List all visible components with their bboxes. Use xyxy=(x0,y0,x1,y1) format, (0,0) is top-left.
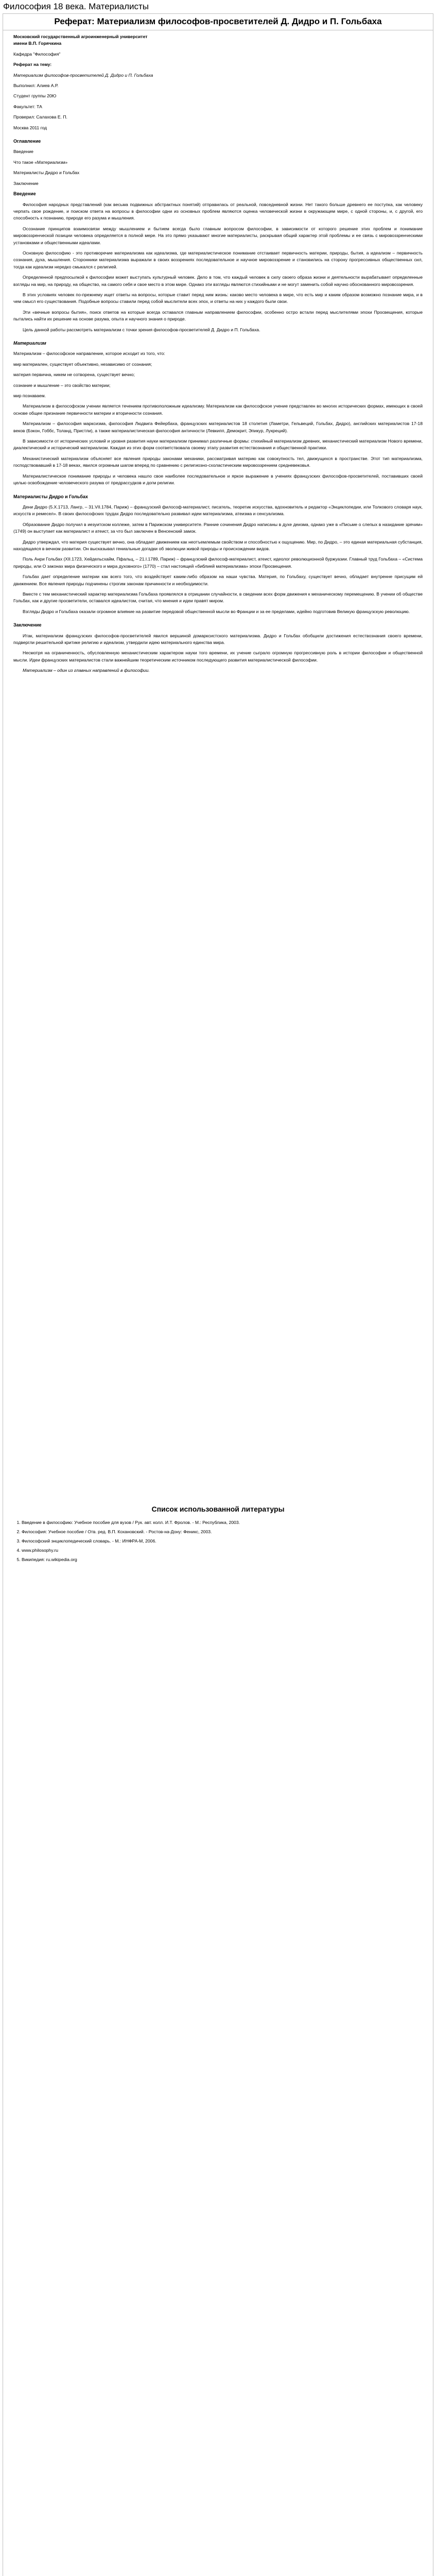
materialism-definition: Материализм – философское направление, которое исходит из того, что: xyxy=(13,351,165,357)
source-item: 1. Введение в философию: Учебное пособие для вузов / Рук. авт. колл. И.Т. Фролов. - М.: Республика, 2003. xyxy=(22,1518,423,1527)
materialism-point: материя первична, никем не сотворена, существует вечно; xyxy=(13,372,135,378)
paragraph: В этих условиях человек по-прежнему ищет ответы на вопросы, которые ставит перед ним жизнь: каково место человека в мире, что есть мир и каким образом возможно познание мира, и в чем смысл его существования. Подобные вопросы ставили перед собой мыслители всех эпох, и ответы на них у каждого были свои. xyxy=(13,292,423,304)
paragraph: Материализм в философском учении является течением противоположным идеализму. Материализм как философское учение представлен во многих исторических формах, имеющих в своей основе общее признание первичности материи и вторичности сознания. xyxy=(13,403,423,416)
paragraph: Осознание принципов взаимосвязи между мышлением и бытием всегда было главным вопросом философии, в зависимости от которого решение этих проблем и понимание мировоззренческой позиции человека определяется в полной мере. На это прямо указывают многие материалисты, раскрывая общий характер этой проблемы и ее связь с мировоззренческими установками и общественными идеалами. xyxy=(13,226,423,245)
paragraph: Поль Анри Гольбах (XII.1723, Хейдельсхайм, Пфальц, – 21.I.1789, Париж) – французский философ-материалист, атеист, идеолог революционной буржуазии. Главный труд Гольбаха – «Система природы, или О законах мира физического и мира духовного» (1770) – стал настоящей «библией материализма» эпохи Просвещения. xyxy=(13,556,423,569)
university-named: имени В.П. Горячкина xyxy=(13,41,62,46)
body-text-continuation xyxy=(13,674,423,1499)
paragraph: Несмотря на ограниченность, обусловленную механистическим характером науки того времени, их учение сыграло огромную прогрессивную роль в истории философии и общественной мысли. Идеи французских материалистов стали важнейшим теоретическим источником последующего развития материалистической философии. xyxy=(13,650,423,663)
topic: Материализм философов-просветителей Д. Дидро и П. Гольбаха xyxy=(13,72,153,78)
conclusion-heading: Заключение xyxy=(13,622,42,628)
document-frame xyxy=(3,13,433,2576)
paragraph: Материалистическое понимание природы и человека нашло свое наиболее последовательное и яркое выражение в учениях французских философов-просветителей, поставивших своей целью освобождение человеческого разума от предрассудков и догм религии. xyxy=(13,473,423,486)
paragraph: Цель данной работы рассмотреть материализм с точки зрения философов-просветителей Д. Дидро и П. Гольбаха. xyxy=(23,327,260,332)
department: Кафедра "Философия" xyxy=(13,51,61,57)
document-body xyxy=(3,30,433,1564)
document-title: Реферат: Материализм философов-просветителей Д. Дидро и П. Гольбаха xyxy=(3,14,433,30)
intro-heading: Введение xyxy=(13,191,36,197)
paragraph: Материализм – философия марксизма, философия Людвига Фейербаха, французских материалистов 18 столетия (Ламетри, Гельвеций, Гольбах, Дидро), английских материалистов 17-18 веков (Бэкон, Гоббс, Толанд, Пристли), а также материалистическая философия античности (Левкипп, Демокрит, Эпикур, Лукреций). xyxy=(13,421,423,433)
faculty: Факультет: ТА xyxy=(13,104,42,109)
materialism-point: мир материален, существует объективно, независимо от сознания; xyxy=(13,361,152,367)
paragraph: Материализм – один из главных направлений в философии. xyxy=(23,668,150,673)
materialism-point: сознание и мышление – это свойство материи; xyxy=(13,382,111,388)
city-year: Москва 2011 год xyxy=(13,125,47,130)
paragraph: Образование Дидро получил в иезуитском коллеже, затем в Парижском университете. Ранние сочинения Дидро написаны в духе деизма, однако уже в «Письме о слепых в назидание зрячим» (1749) он выступает как материалист и атеист, за что был заключен в Венсенский замок. xyxy=(13,521,423,534)
paragraph: Гольбах дает определение материи как всего того, что воздействует каким-либо образом на наши чувства. Материя, по Гольбаху, существует вечно, обладает внутренне присущим ей движением. Все явления природы подчинены строгим законам причинности и необходимости. xyxy=(13,574,423,586)
paragraph: Дени Дидро (5.X.1713, Лангр, – 31.VII.1784, Париж) – французский философ-материалист, писатель, теоретик искусства, вдохновитель и редактор «Энциклопедии, или Толкового словаря наук, искусств и ремесел». В своих философских трудах Дидро последовательно развивал идеи материализма, атеизма и сенсуализма. xyxy=(13,504,423,517)
paragraph: В зависимости от исторических условий и уровня развития науки материализм принимал различные формы: стихийный материализм древних, механистический материализм Нового времени, диалектический и исторический материализм. Каждая из этих форм соответствовала своему этапу развития естествознания и общественной практики. xyxy=(13,438,423,451)
source-item: 3. Философский энциклопедический словарь. - М.: ИНФРА-М, 2006. xyxy=(22,1536,423,1546)
source-item: 2. Философия: Учебное пособие / Отв. ред. В.П. Кохановский. - Ростов-на-Дону: Феникс, 2003. xyxy=(22,1527,423,1536)
source-item[interactable]: 5. Википедия: ru.wikipedia.org xyxy=(22,1555,423,1564)
paragraph: Эти «вечные вопросы бытия», поиск ответов на которые всегда оставался главным направлением философии, особенно остро встали перед мыслителями эпохи Просвещения, которые пытались найти их решение на основе разума, опыта и научного знания о природе. xyxy=(13,309,423,322)
paragraph: Вместе с тем механистический характер материализма Гольбаха проявлялся в отрицании случайности, в сведении всех форм движения к механическому перемещению. В учении об обществе Гольбах, как и другие просветители, оставался идеалистом, считая, что мнения и идеи правят миром. xyxy=(13,591,423,604)
paragraph: Механистический материализм объясняет все явления природы законами механики, рассматривая материю как совокупность тел, движущихся в пространстве. Этот тип материализма, господствовавший в 17-18 веках, явился огромным шагом вперед по сравнению с религиозно-схоластическим мировоззрением средневековья. xyxy=(13,455,423,468)
sources-heading: Список использованной литературы xyxy=(151,1504,285,1513)
teacher: Проверил: Салахова Е. П. xyxy=(13,114,67,120)
paragraph: Основную философию - это противоречие материализма как идеализма, где материалистическое понимание отстаивает первичность материи, природы, бытия, а идеализм – первичность сознания, духа, мышления. Сторонники материализма выражали в своих воззрениях последовательное и научное мировоззрение и становились на сторону прогрессивных общественных сил, тогда как идеализм нередко смыкался с религией. xyxy=(13,250,423,269)
materialism-heading: Материализм xyxy=(13,341,46,346)
paragraph: Взгляды Дидро и Гольбаха оказали огромное влияние на развитие передовой общественной мысли во Франции и за ее пределами, идейно подготовив Великую французскую революцию. xyxy=(23,608,410,614)
paragraph: Философия народных представлений (как весьма подвижных абстрактных понятий) отправилась от реальной, повседневной жизни. Нет такого больше древнего ее поступка, как человеку черпать свое рождение, и поиском ответа на вопросы в философии одни из основных проблем являются оценка человеческой жизни в окружающем мире, с одной стороны, и, с другой, его способность к познанию, природе его разума и мышления. xyxy=(13,201,423,221)
student: Выполнил: Алиев А.Р. xyxy=(13,83,59,89)
group: Студент группы 20Ю xyxy=(13,93,57,99)
topic-label: Реферат на тему: xyxy=(13,62,52,67)
toc-item: Материалисты Дидро и Гольбах xyxy=(13,170,80,176)
paragraph: Итак, материализм французских философов-просветителей явился вершиной домарксистского материализма. Дидро и Гольбах обобщили достижения естествознания своего времени, подвергли решительной критике религию и идеализм, утвердили идею материального единства мира. xyxy=(13,633,423,645)
authors-heading: Материалисты Дидро и Гольбах xyxy=(13,494,88,499)
sources-list xyxy=(13,1518,423,1564)
source-item[interactable]: 4. www.philosophy.ru xyxy=(22,1546,423,1555)
paragraph: Дидро утверждал, что материя существует вечно, она обладает движением как неотъемлемым свойством и способностью к ощущению. Мир, по Дидро, – это единая материальная субстанция, находящаяся в вечном развитии. Он высказывал гениальные догадки об эволюции живой природы и происхождении видов. xyxy=(13,539,423,551)
materialism-point: мир познаваем. xyxy=(13,393,46,399)
paragraph: Определенной предпосылкой к философии может выступать культурный человек. Дело в том, что каждый человек в силу своего образа жизни и деятельности вырабатывает определенные взгляды на мир, на природу, на общество, на самого себя и свое место в этом мире. Однако эти взгляды являются стихийными и не могут заменить собой научно обоснованного мировоззрения. xyxy=(13,275,423,287)
toc-list xyxy=(13,148,423,187)
university-name: Московский государственный агроинженерный университет xyxy=(13,34,148,39)
toc-item: Заключение xyxy=(13,180,39,186)
toc-heading: Оглавление xyxy=(13,139,41,144)
page-title: Философия 18 века. Материалисты xyxy=(3,2,149,11)
toc-item: Введение xyxy=(13,149,33,155)
toc-item: Что такое «Материализм» xyxy=(13,159,68,165)
